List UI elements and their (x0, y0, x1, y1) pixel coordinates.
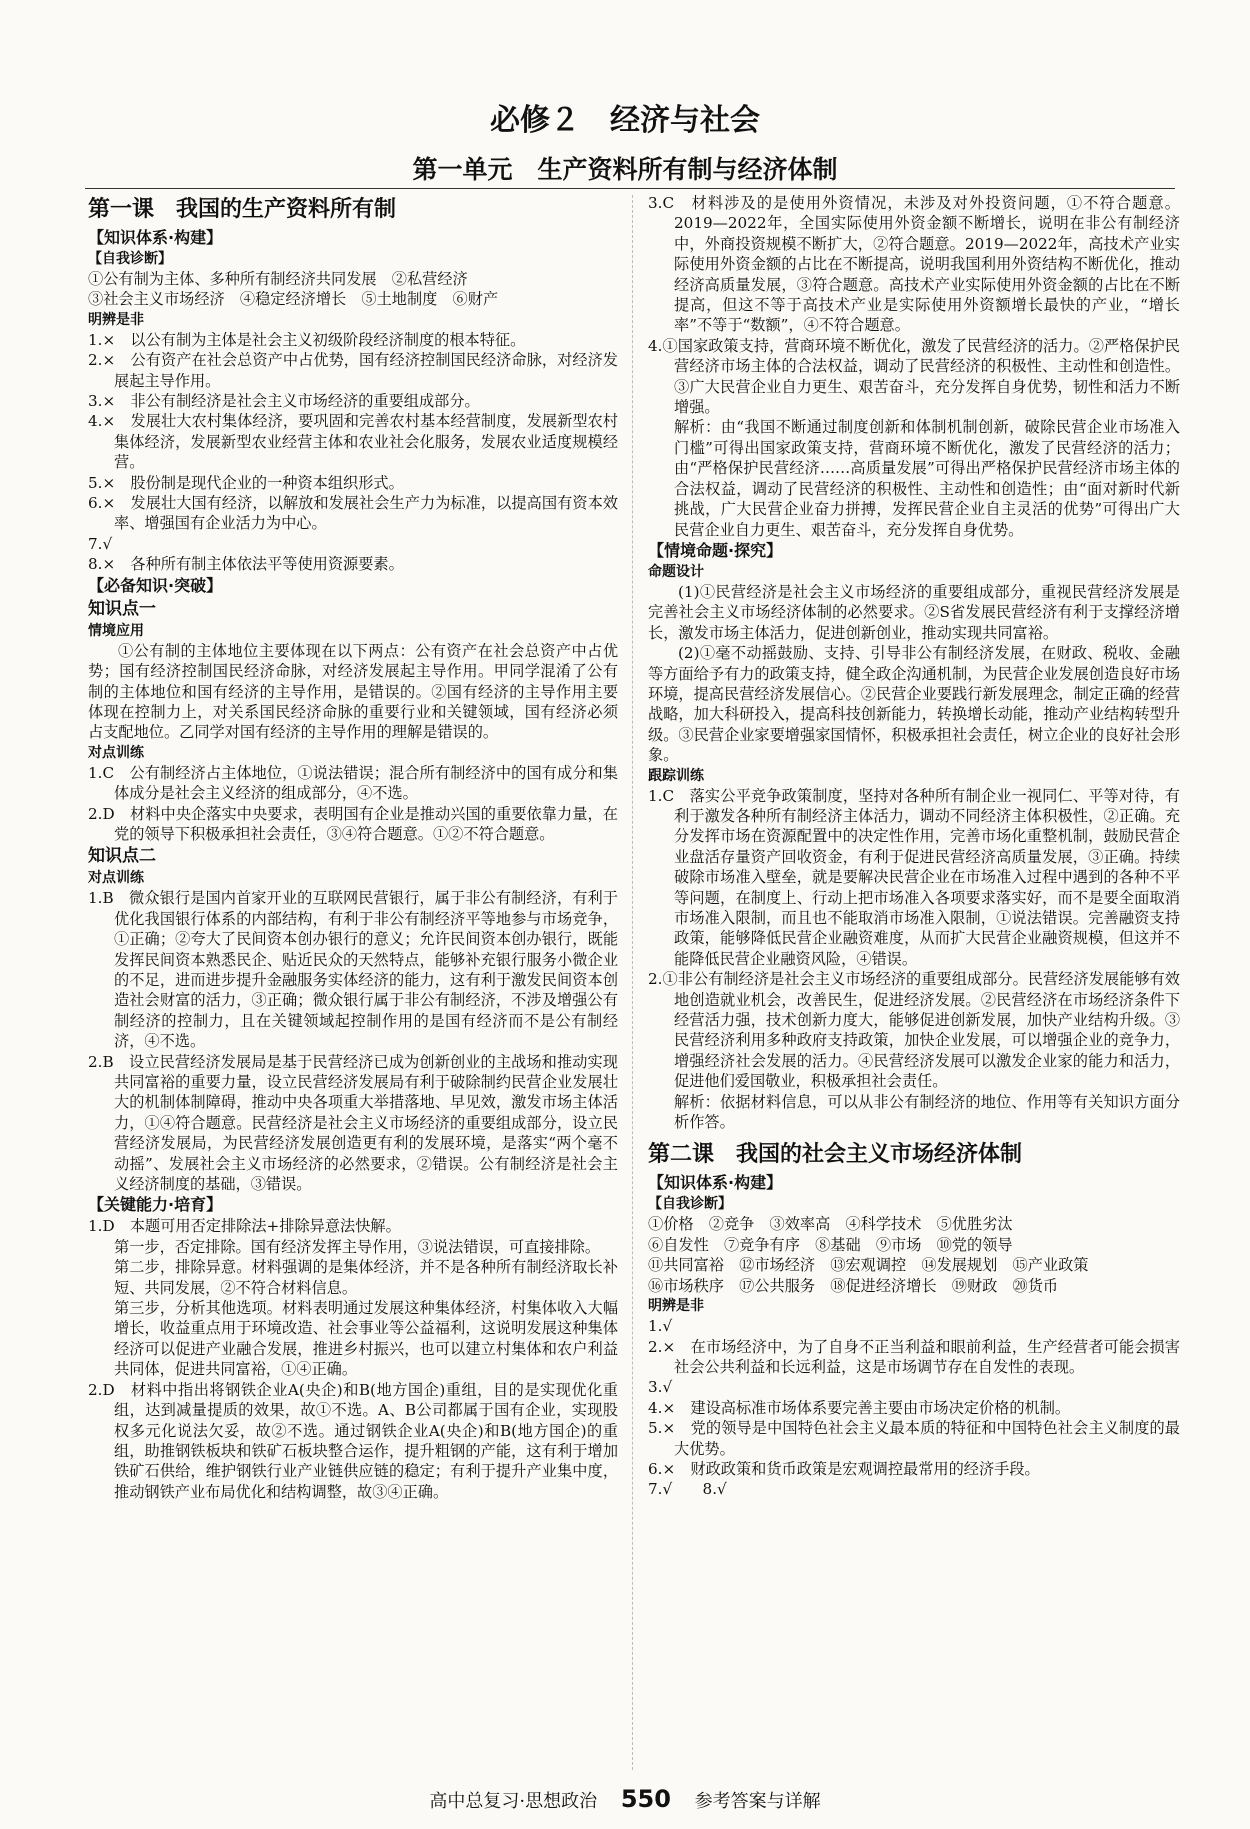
diag-line: ⑥自发性 ⑦竞争有序 ⑧基础 ⑨市场 ⑩党的领导 (648, 1235, 1013, 1254)
judge-item: 6.× 财政政策和货币政策是宏观调控最常用的经济手段。 (648, 1459, 1040, 1478)
self-diagnosis-heading: 【自我诊断】 (88, 251, 172, 267)
judge-heading: 明辨是非 (648, 1298, 704, 1315)
answer-item: 1.B 微众银行是国内首家开业的互联网民营银行，属于非公有制经济，有利于优化我国银行体系的内部结构，有利于非公有制经济平等地参与市场竞争，①正确；②夸大了民间资本创办银行的意义；允许民间资本创办银行，既能发挥民间资本熟悉民企、贴近民众的天然特点，能够补充银行服务小微企业的不足，进而进步提升金融服务实体经济的能力，这有利于激发民间资本创造社会财富的活力，③正确；微众银行属于非公有制经济，不涉及增强公有制经济的控制力，且在关键领域起控制作用的是国有经济而不是公有制经济，④不选。 (88, 889, 618, 1051)
judge-item: 1.√ (648, 1317, 673, 1336)
judge-item: 7.√ 8.√ (648, 1480, 727, 1499)
lesson1-title: 第一课 我国的生产资料所有制 (88, 197, 397, 222)
diag-line: ①价格 ②竞争 ③效率高 ④科学技术 ⑤优胜劣汰 (648, 1215, 1013, 1234)
unit-title: 第一单元 生产资料所有制与经济体制 (412, 155, 838, 184)
answer-step: 第三步，分析其他选项。材料表明通过发展这种集体经济，村集体收入大幅增长，收益重点用于环境改造、社会事业等公益福利，这说明发展这种集体经济可以促进产业融合发展，推进乡村振兴，也可以建立村集体和农户利益共同体，促进共同富裕，①④正确。 (114, 1299, 618, 1379)
lesson2-title: 第二课 我国的社会主义市场经济体制 (648, 1142, 1023, 1168)
analysis-text: 解析：由“我国不断通过制度创新和体制机制创新，破除民营企业市场准入门槛”可得出国家政策支持，营商环境不断优化，激发了民营经济的活力；由“严格保护民营经济……高质量发展”可得出严格保护民营经济市场主体的合法权益，调动了民营经济的积极性、主动性和创造性；由“面对新时代新挑战，广大民营企业奋力拼搏，发挥民营企业自主灵活的优势”可得出广大民营企业自力更生、艰苦奋斗，充分发挥自身优势。 (674, 418, 1180, 539)
judge-item: 4.× 建设高标准市场体系要完善主要由市场决定价格的机制。 (648, 1398, 1071, 1417)
answer-item: 2.①非公有制经济是社会主义市场经济的重要组成部分。民营经济发展能够有效地创造就业机会，改善民生，促进经济发展。②民营经济在市场经济条件下经营活力强，技术创新力度大，能够促进创新发展，加快产业结构升级。③民营经济利用多种政府支持政策，加快企业发展，可以增强企业的竞争力，增强经济社会发展的活力。④民营经济发展可以激发企业家的能力和活力，促进他们爱国敬业，积极承担社会责任。 (648, 970, 1180, 1091)
footer-book-name: 高中总复习·思想政治 (429, 1791, 598, 1812)
diag-line: ③社会主义市场经济 ④稳定经济增长 ⑤土地制度 ⑥财产 (88, 290, 499, 309)
judge-item: 5.× 党的领导是中国特色社会主义最本质的特征和中国特色社会主义制度的最大优势。 (648, 1419, 1180, 1458)
answer-step: 第二步，排除异意。材料强调的是集体经济，并不是各种所有制经济取长补短、共同发展，②不符合材料信息。 (114, 1258, 618, 1297)
diag-line: ⑪共同富裕 ⑫市场经济 ⑬宏观调控 ⑭发展规划 ⑮产业政策 (648, 1256, 1089, 1275)
section-must-know: 【必备知识·突破】 (88, 575, 223, 595)
knowledge-point-1: 知识点一 (88, 598, 156, 619)
left-column (88, 193, 618, 1502)
page-footer (0, 1785, 1250, 1813)
section-situation-inquiry: 【情境命题·探究】 (648, 540, 783, 560)
answer-step: 第一步，否定排除。国有经济发挥主导作用，③说法错误，可直接排除。 (114, 1237, 600, 1256)
answer-item: 2.D 材料中央企落实中央要求，表明国有企业是推动兴国的重要依靠力量，在党的领导下积极承担社会责任，③④符合题意。①②不符合题意。 (88, 804, 618, 843)
judge-item: 8.× 各种所有制主体依法平等使用资源要素。 (88, 555, 404, 574)
judge-item: 3.√ (648, 1378, 673, 1397)
answer-item: 2.B 设立民营经济发展局是基于民营经济已成为创新创业的主战场和推动实现共同富裕的重要力量，设立民营经济发展局有利于破除制约民营企业发展壮大的机制体制障碍，推动中央各项重大举措落地、早见效，激发市场主体活力，①④符合题意。民营经济是社会主义市场经济的重要组成部分，设立民营经济发展局，为民营经济发展创造更有利的发展环境，是落实“两个毫不动摇”、发展社会主义市场经济的必然要求，②错误。公有制经济是社会主义经济制度的基础，③错误。 (88, 1052, 618, 1194)
answer-item: 2.D 材料中指出将钢铁企业A(央企)和B(地方国企)重组，目的是实现优化重组，达到减量提质的效果，故①不选。A、B公司都属于国有企业，实现股权多元化说法欠妥，故②不选。通过钢铁企业A(央企)和B(地方国企)的重组，助推钢铁板块和铁矿石板块整合运作，提升粗钢的产能，这有利于增加铁矿石供给，维护钢铁行业产业链供应链的稳定；有利于提升产业集中度，推动钢铁产业布局优化和结构调整，故③④正确。 (88, 1380, 618, 1501)
section-knowledge-build: 【知识体系·构建】 (88, 228, 223, 247)
title-rule (85, 188, 1175, 189)
answer-item: 1.C 公有制经济占主体地位，①说法错误；混合所有制经济中的国有成分和集体成分是社会主义经济的组成部分，④不选。 (88, 763, 618, 803)
judge-item: 6.× 发展壮大国有经济，以解放和发展社会生产力为标准，以提高国有资本效率、增强国有企业活力为中心。 (88, 494, 618, 533)
design-heading: 命题设计 (648, 563, 704, 580)
design-paragraph: (2)①毫不动摇鼓励、支持、引导非公有制经济发展，在财政、税收、金融等方面给予有力的政策支持，健全政企沟通机制，为民营企业发展创造良好市场环境，提高民营经济发展信心。②民营企业要践行新发展理念，制定正确的经营战略，加大科研投入，提高科技创新能力，转换增长动能，推动产业结构转型升级。③民营企业家要增强家国情怀，积极承担社会责任，树立企业的良好社会形象。 (648, 644, 1180, 765)
judge-item: 7.√ (88, 534, 113, 553)
training-heading: 对点训练 (88, 870, 144, 887)
self-diagnosis-heading: 【自我诊断】 (648, 1196, 732, 1213)
column-divider (632, 195, 633, 1770)
diag-line: ⑯市场秩序 ⑰公共服务 ⑱促进经济增长 ⑲财政 ⑳货币 (648, 1276, 1059, 1295)
judge-item: 1.× 以公有制为主体是社会主义初级阶段经济制度的根本特征。 (88, 330, 526, 349)
answer-item: 4.①国家政策支持，营商环境不断优化，激发了民营经济的活力。②严格保护民营经济市场主体的合法权益，调动了民营经济的积极性、主动性和创造性。③广大民营企业自力更生、艰苦奋斗，充分发挥自身优势，韧性和活力不断增强。 (648, 336, 1180, 417)
situation-app-text: ①公有制的主体地位主要体现在以下两点：公有资产在社会总资产中占优势；国有经济控制国民经济命脉，对经济发展起主导作用。甲同学混淆了公有制的主体地位和国有经济的主导作用，是错误的。②国有经济的主导作用主要体现在控制力上，对关系国民经济命脉的重要行业和关键领域，国有经济必须占支配地位。乙同学对国有经济的主导作用的理解是错误的。 (88, 641, 618, 742)
situation-app-heading: 情境应用 (88, 622, 144, 639)
track-heading: 跟踪训练 (648, 767, 704, 784)
design-paragraph: (1)①民营经济是社会主义市场经济的重要组成部分，重视民营经济发展是完善社会主义市场经济体制的必然要求。②S省发展民营经济有利于支撑经济增长，激发市场主体活力，促进创新创业，推动实现共同富裕。 (648, 582, 1180, 642)
judge-item: 5.× 股份制是现代企业的一种资本组织形式。 (88, 473, 404, 492)
judge-heading: 明辨是非 (88, 311, 144, 328)
judge-item: 2.× 在市场经济中，为了自身不正当利益和眼前利益，生产经营者可能会损害社会公共利益和长远利益，这是市场调节存在自发性的表现。 (648, 1337, 1180, 1376)
book-title: 必修２ 经济与社会 (490, 103, 760, 138)
judge-item: 2.× 公有资产在社会总资产中占优势，国有经济控制国民经济命脉，对经济发展起主导作用。 (88, 351, 618, 390)
knowledge-point-2: 知识点二 (88, 846, 156, 867)
section-knowledge-build: 【知识体系·构建】 (648, 1173, 783, 1193)
training-heading: 对点训练 (88, 744, 144, 761)
footer-section-name: 参考答案与详解 (694, 1791, 821, 1812)
analysis-text: 解析：依据材料信息，可以从非公有制经济的地位、作用等有关知识方面分析作答。 (674, 1092, 1180, 1132)
answer-item: 1.D 本题可用否定排除法+排除异意法快解。 (88, 1217, 401, 1236)
diag-line: ①公有制为主体、多种所有制经济共同发展 ②私营经济 (88, 270, 468, 288)
judge-item: 4.× 发展壮大农村集体经济，要巩固和完善农村基本经营制度，发展新型农村集体经济，发展新型农业经营主体和农业社会化服务，发展农业适度规模经营。 (88, 412, 618, 472)
right-column (648, 193, 1180, 1500)
section-key-ability: 【关键能力·培育】 (88, 1195, 223, 1215)
judge-item: 3.× 非公有制经济是社会主义市场经济的重要组成部分。 (88, 392, 480, 411)
page-number: 550 (620, 1785, 671, 1813)
answer-item: 1.C 落实公平竞争政策制度，坚持对各种所有制企业一视同仁、平等对待，有利于激发各种所有制经济主体活力，调动不同经济主体积极性，②正确。充分发挥市场在资源配置中的决定性作用，完善市场化重整机制，鼓励民营企业盘活存量资产回收资金，有利于促进民营经济高质量发展，③正确。持续破除市场准入壁垒，就是要解决民营企业在市场准入过程中遇到的各种不平等问题，在制度上、行动上把市场准入各项要求落实好，而不是要全面取消市场准入限制，而且也不能取消市场准入限制，①说法错误。完善融资支持政策，能够降低民营企业融资难度，从而扩大民营企业融资规模，但这并不能降低民营企业融资风险，④错误。 (648, 786, 1180, 968)
answer-item: 3.C 材料涉及的是使用外资情况，未涉及对外投资问题，①不符合题意。2019—2022年，全国实际使用外资金额不断增长，说明在非公有制经济中，外商投资规模不断扩大，②符合题意。2019—2022年，高技术产业实际使用外资金额的占比在不断提高，说明我国利用外资结构不断优化，推动经济高质量发展，③符合题意。高技术产业实际使用外资金额的占比在不断提高，但这不等于高技术产业是实际使用外资额增长最快的产业，“增长率”不等于“数额”，④不符合题意。 (648, 194, 1180, 335)
